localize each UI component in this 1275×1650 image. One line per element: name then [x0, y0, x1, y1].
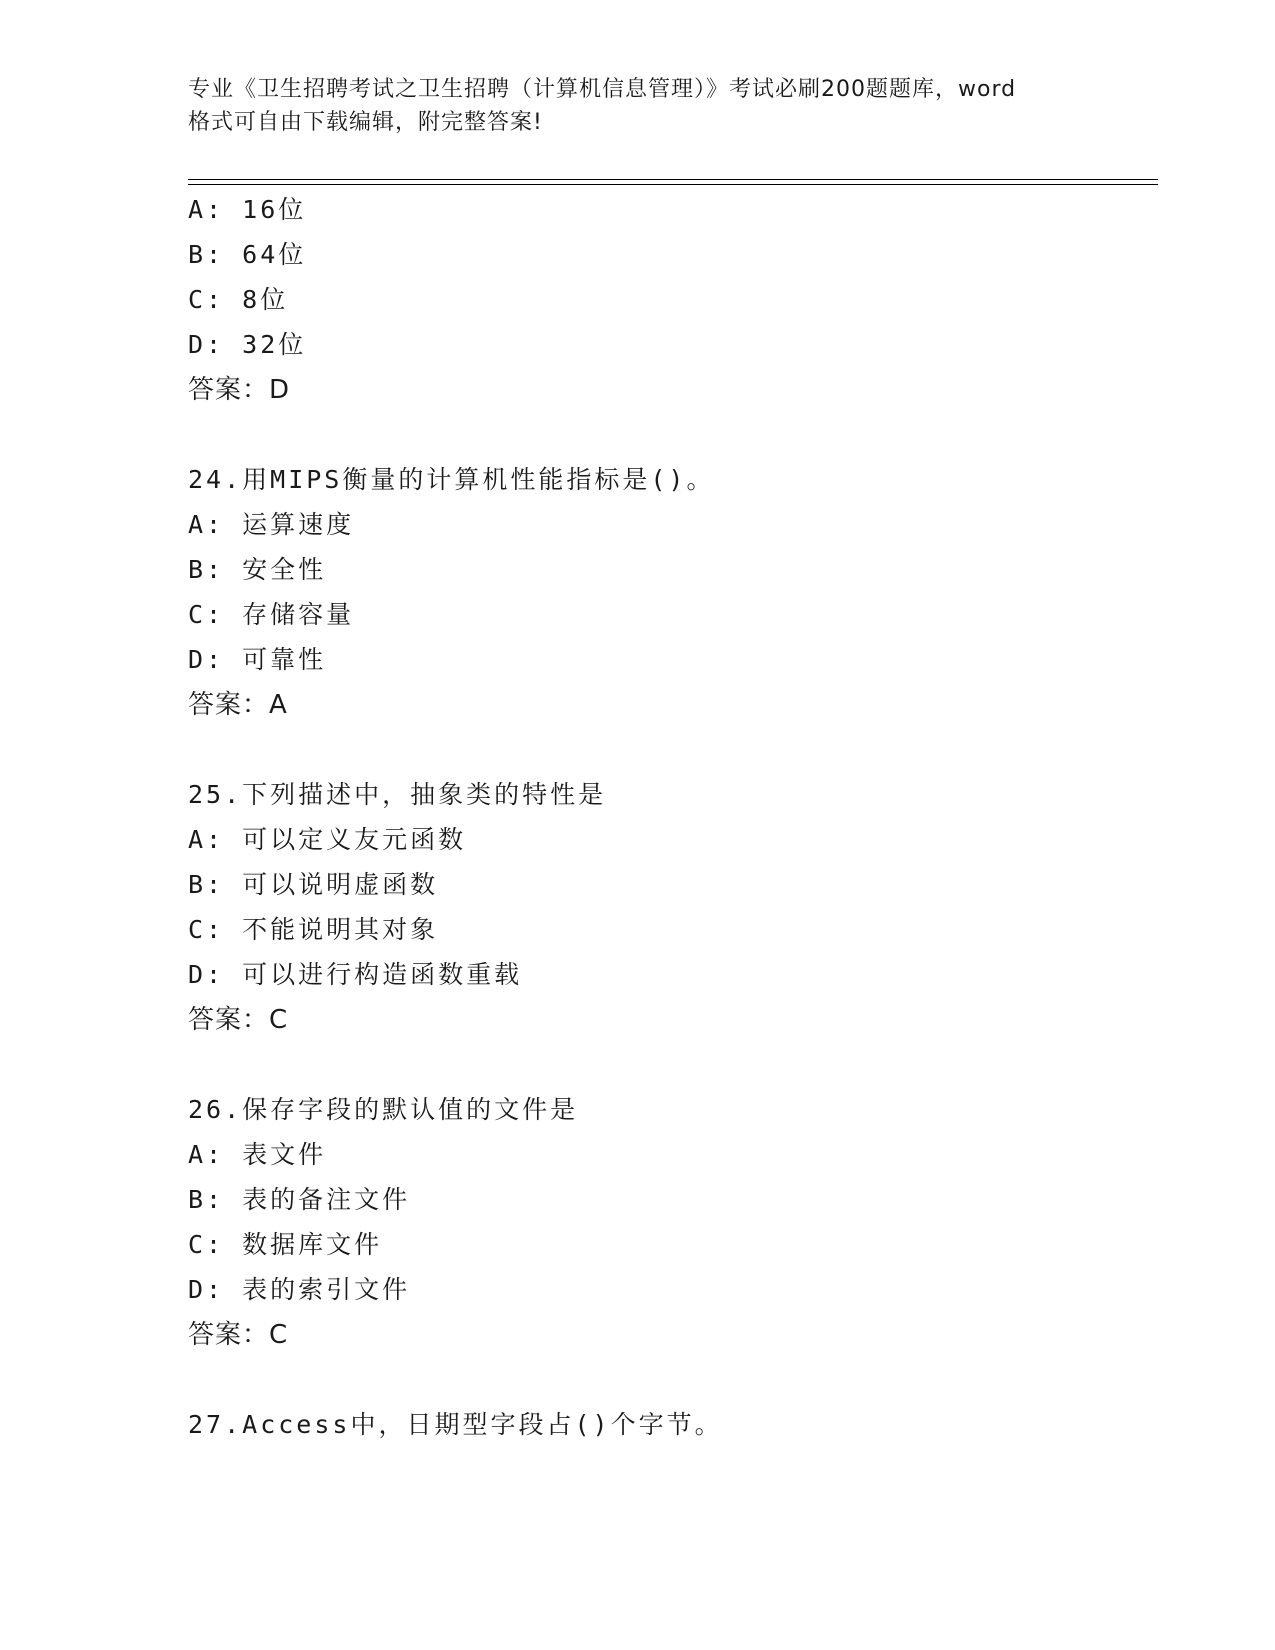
q24-option-d: D: 可靠性: [188, 645, 327, 674]
q24-question: 24.用MIPS衡量的计算机性能指标是()。: [188, 465, 715, 494]
q26-option-d: D: 表的索引文件: [188, 1275, 411, 1304]
q25-option-d: D: 可以进行构造函数重载: [188, 960, 523, 989]
q24-answer: 答案：A: [188, 690, 288, 720]
q23-answer: 答案：D: [188, 375, 291, 405]
q23-option-b: B: 64位: [188, 240, 307, 269]
q26-answer: 答案：C: [188, 1320, 289, 1350]
header-divider-bottom: [188, 184, 1158, 185]
header-divider-top: [188, 179, 1158, 180]
header-title-line-1: 专业《卫生招聘考试之卫生招聘（计算机信息管理）》考试必刷200题题库，word: [188, 77, 1017, 102]
q25-answer: 答案：C: [188, 1005, 289, 1035]
q24-option-b: B: 安全性: [188, 555, 327, 584]
q26-option-b: B: 表的备注文件: [188, 1185, 411, 1214]
q25-option-b: B: 可以说明虚函数: [188, 870, 439, 899]
q26-option-a: A: 表文件: [188, 1140, 327, 1169]
header-title-line-2: 格式可自由下载编辑，附完整答案!: [188, 110, 543, 135]
q26-question: 26.保存字段的默认值的文件是: [188, 1095, 579, 1124]
q26-option-c: C: 数据库文件: [188, 1230, 383, 1259]
q25-question: 25.下列描述中，抽象类的特性是: [188, 780, 607, 809]
document-header: [188, 73, 1108, 139]
q24-option-c: C: 存储容量: [188, 600, 355, 629]
q24-option-a: A: 运算速度: [188, 510, 355, 539]
q23-option-a: A: 16位: [188, 195, 307, 224]
q23-option-d: D: 32位: [188, 330, 307, 359]
q27-question: 27.Access中，日期型字段占()个字节。: [188, 1410, 723, 1439]
q23-option-c: C: 8位: [188, 285, 289, 314]
q25-option-c: C: 不能说明其对象: [188, 915, 439, 944]
q25-option-a: A: 可以定义友元函数: [188, 825, 467, 854]
